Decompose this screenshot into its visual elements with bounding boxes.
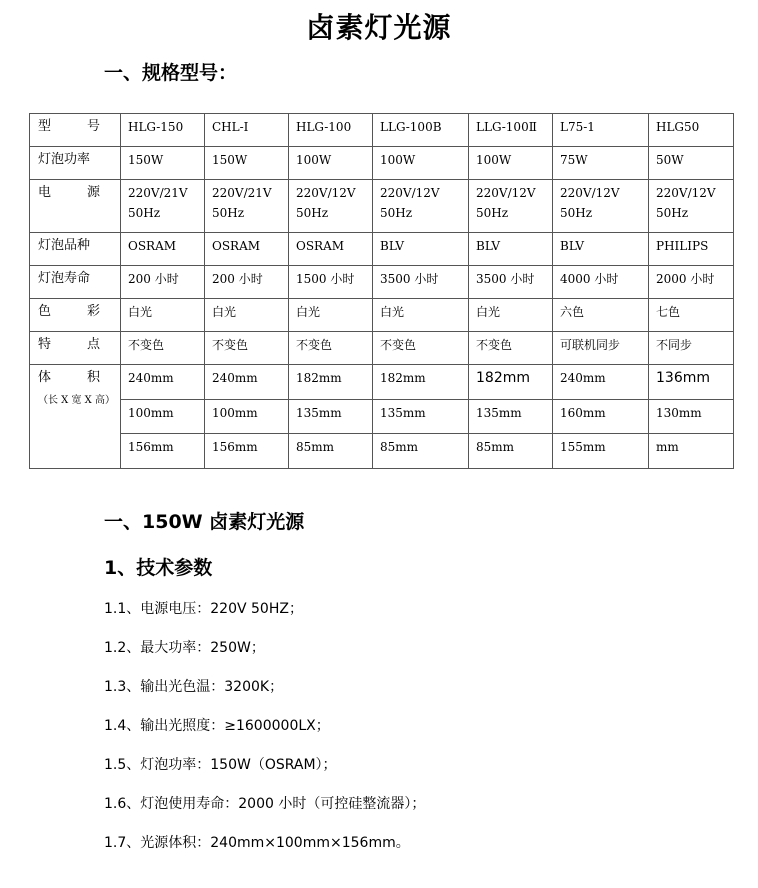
- cell-value: 白光: [128, 305, 153, 319]
- row-label-char: 体: [38, 370, 52, 385]
- table-cell: [469, 434, 553, 469]
- table-cell: [121, 365, 205, 400]
- param-item: 1.3、输出光色温：3200K；: [104, 679, 284, 695]
- table-cell: [373, 266, 469, 299]
- cell-value: PHILIPS: [656, 239, 709, 253]
- cell-value: 156mm: [212, 440, 258, 454]
- table-row: [30, 434, 734, 469]
- cell-value: OSRAM: [128, 239, 177, 253]
- table-cell: [205, 233, 289, 266]
- table-cell: [289, 365, 373, 400]
- table-cell: [205, 332, 289, 365]
- row-label-char: 电: [38, 185, 52, 200]
- cell-value: L75-1: [560, 120, 595, 134]
- row-label-supply: [30, 180, 121, 233]
- table-cell: [649, 233, 734, 266]
- table-cell: [469, 332, 553, 365]
- cell-value: 182mm: [296, 371, 342, 385]
- row-label-volume: [30, 365, 121, 469]
- cell-value: OSRAM: [212, 239, 261, 253]
- cell-value: 85mm: [296, 440, 335, 454]
- table-cell: [289, 233, 373, 266]
- table-cell: [205, 365, 289, 400]
- cell-value: 136mm: [656, 370, 710, 386]
- table-row: [30, 147, 734, 180]
- cell-value: 七色: [656, 305, 681, 319]
- table-cell: [469, 233, 553, 266]
- row-label-char: 点: [86, 337, 100, 352]
- table-cell: [469, 114, 553, 147]
- param-item: 1.2、最大功率：250W；: [104, 640, 265, 656]
- table-cell: [205, 434, 289, 469]
- cell-value: 50Hz: [296, 206, 329, 220]
- cell-value: 135mm: [380, 406, 426, 420]
- row-label-char: 积: [86, 370, 100, 385]
- cell-value: HLG50: [656, 120, 700, 134]
- cell-value: 135mm: [296, 406, 342, 420]
- row-label-char: 特: [38, 337, 52, 352]
- table-cell: [373, 365, 469, 400]
- table-cell: [373, 299, 469, 332]
- cell-value: 130mm: [656, 406, 702, 420]
- cell-value: 85mm: [476, 440, 515, 454]
- table-cell: [649, 299, 734, 332]
- cell-value: CHL-Ⅰ: [212, 120, 249, 134]
- cell-value: 75W: [560, 153, 588, 167]
- table-cell: [121, 147, 205, 180]
- table-cell: [649, 266, 734, 299]
- param-item: 1.1、电源电压：220V 50HZ；: [104, 601, 303, 617]
- cell-value: HLG-100: [296, 120, 352, 134]
- cell-value: 不同步: [656, 338, 693, 352]
- table-cell: [289, 147, 373, 180]
- row-label-char: 源: [86, 185, 100, 200]
- cell-value: 白光: [380, 305, 405, 319]
- row-label-char: 型: [38, 119, 52, 134]
- table-cell: [289, 266, 373, 299]
- cell-value: 六色: [560, 305, 585, 319]
- table-cell: [649, 332, 734, 365]
- cell-value: 2000 小时: [656, 272, 715, 286]
- table-cell: [289, 180, 373, 233]
- page-title: 卤素灯光源: [306, 11, 452, 44]
- cell-value: 220V/21V: [128, 186, 188, 200]
- table-cell: [289, 299, 373, 332]
- table-cell: [553, 332, 649, 365]
- table-row: [30, 332, 734, 365]
- table-cell: [469, 266, 553, 299]
- cell-value: BLV: [380, 239, 405, 253]
- table-cell: [373, 114, 469, 147]
- table-cell: [121, 434, 205, 469]
- param-item: 1.4、输出光照度：≥1600000LX；: [104, 718, 330, 734]
- table-cell: [649, 365, 734, 400]
- section-heading-specs: 一、规格型号：: [104, 62, 238, 84]
- table-cell: [469, 400, 553, 434]
- table-cell: [373, 233, 469, 266]
- tech-params-list: [104, 598, 425, 871]
- row-label-color: [30, 299, 121, 332]
- row-label-char: 号: [86, 119, 100, 134]
- cell-value: 不变色: [296, 338, 333, 352]
- cell-value: 可联机同步: [560, 338, 621, 352]
- cell-value: 200 小时: [212, 272, 263, 286]
- table-cell: [373, 332, 469, 365]
- param-item: 1.5、灯泡功率：150W（OSRAM）；: [104, 757, 337, 773]
- table-cell: [121, 400, 205, 434]
- table-cell: [373, 400, 469, 434]
- cell-value: OSRAM: [296, 239, 345, 253]
- cell-value: 85mm: [380, 440, 419, 454]
- cell-value: 160mm: [560, 406, 606, 420]
- cell-value: 50Hz: [380, 206, 413, 220]
- cell-value: 220V/12V: [476, 186, 536, 200]
- row-label-char: 色: [38, 304, 52, 319]
- cell-value: 182mm: [476, 370, 530, 386]
- cell-value: 50Hz: [656, 206, 689, 220]
- table-cell: [205, 266, 289, 299]
- cell-value: 220V/12V: [296, 186, 356, 200]
- table-cell: [205, 180, 289, 233]
- cell-value: 220V/12V: [656, 186, 716, 200]
- cell-value: 100W: [380, 153, 416, 167]
- cell-value: 50W: [656, 153, 684, 167]
- table-cell: [121, 114, 205, 147]
- param-item: 1.6、灯泡使用寿命：2000 小时（可控硅整流器）；: [104, 796, 426, 812]
- table-cell: [553, 434, 649, 469]
- spec-table: [29, 113, 734, 469]
- table-cell: [121, 332, 205, 365]
- row-label-model: [30, 114, 121, 147]
- cell-value: 白光: [476, 305, 501, 319]
- table-cell: [553, 299, 649, 332]
- table-cell: [205, 400, 289, 434]
- table-cell: [649, 434, 734, 469]
- cell-value: 155mm: [560, 440, 606, 454]
- table-cell: [205, 299, 289, 332]
- cell-value: mm: [656, 440, 679, 454]
- table-row: [30, 400, 734, 434]
- table-cell: [373, 180, 469, 233]
- table-cell: [649, 400, 734, 434]
- table-cell: [469, 365, 553, 400]
- table-cell: [121, 180, 205, 233]
- cell-value: 182mm: [380, 371, 426, 385]
- table-cell: [289, 114, 373, 147]
- cell-value: 不变色: [128, 338, 165, 352]
- row-label-feature: [30, 332, 121, 365]
- table-cell: [553, 180, 649, 233]
- cell-value: 50Hz: [560, 206, 593, 220]
- table-cell: [289, 332, 373, 365]
- table-row: [30, 114, 734, 147]
- cell-value: 220V/12V: [380, 186, 440, 200]
- cell-value: LLG-100Ⅱ: [476, 120, 537, 134]
- subsection-heading-tech-params: 1、技术参数: [104, 557, 213, 579]
- param-item: 1.7、光源体积：240mm×100mm×156mm。: [104, 835, 410, 851]
- cell-value: BLV: [476, 239, 501, 253]
- table-cell: [649, 147, 734, 180]
- cell-value: 150W: [128, 153, 164, 167]
- table-cell: [121, 299, 205, 332]
- table-cell: [649, 180, 734, 233]
- row-label-brand: 灯泡品种: [30, 233, 121, 266]
- cell-value: 100mm: [128, 406, 174, 420]
- cell-value: 200 小时: [128, 272, 179, 286]
- table-row: [30, 233, 734, 266]
- table-cell: [553, 400, 649, 434]
- cell-value: 220V/21V: [212, 186, 272, 200]
- table-cell: [553, 233, 649, 266]
- cell-value: 白光: [296, 305, 321, 319]
- table-cell: [469, 147, 553, 180]
- cell-value: 3500 小时: [380, 272, 439, 286]
- row-label-char: 彩: [86, 304, 100, 319]
- table-cell: [469, 299, 553, 332]
- cell-value: HLG-150: [128, 120, 184, 134]
- table-cell: [289, 400, 373, 434]
- section-heading-150w: 一、150W 卤素灯光源: [104, 511, 305, 533]
- cell-value: 240mm: [128, 371, 174, 385]
- cell-value: 白光: [212, 305, 237, 319]
- table-cell: [121, 266, 205, 299]
- table-row: [30, 180, 734, 233]
- table-cell: [469, 180, 553, 233]
- table-cell: [289, 434, 373, 469]
- cell-value: 240mm: [212, 371, 258, 385]
- table-cell: [553, 266, 649, 299]
- table-cell: [121, 233, 205, 266]
- cell-value: 3500 小时: [476, 272, 535, 286]
- row-label-life: 灯泡寿命: [30, 266, 121, 299]
- cell-value: LLG-100B: [380, 120, 442, 134]
- table-cell: [553, 114, 649, 147]
- table-row: [30, 365, 734, 400]
- table-row: [30, 299, 734, 332]
- cell-value: 不变色: [380, 338, 417, 352]
- cell-value: 100W: [476, 153, 512, 167]
- cell-value: 4000 小时: [560, 272, 619, 286]
- cell-value: 不变色: [476, 338, 513, 352]
- cell-value: 50Hz: [128, 206, 161, 220]
- cell-value: 50Hz: [476, 206, 509, 220]
- table-cell: [373, 147, 469, 180]
- cell-value: 240mm: [560, 371, 606, 385]
- cell-value: 100mm: [212, 406, 258, 420]
- cell-value: 156mm: [128, 440, 174, 454]
- table-cell: [205, 147, 289, 180]
- cell-value: 50Hz: [212, 206, 245, 220]
- table-cell: [373, 434, 469, 469]
- cell-value: 220V/12V: [560, 186, 620, 200]
- table-cell: [649, 114, 734, 147]
- cell-value: BLV: [560, 239, 585, 253]
- table-cell: [205, 114, 289, 147]
- cell-value: 150W: [212, 153, 248, 167]
- row-label-volume-note: （长 X 宽 X 高）: [38, 395, 115, 406]
- table-cell: [553, 147, 649, 180]
- row-label-power: 灯泡功率: [30, 147, 121, 180]
- table-cell: [553, 365, 649, 400]
- table-row: [30, 266, 734, 299]
- cell-value: 不变色: [212, 338, 249, 352]
- cell-value: 1500 小时: [296, 272, 355, 286]
- cell-value: 135mm: [476, 406, 522, 420]
- cell-value: 100W: [296, 153, 332, 167]
